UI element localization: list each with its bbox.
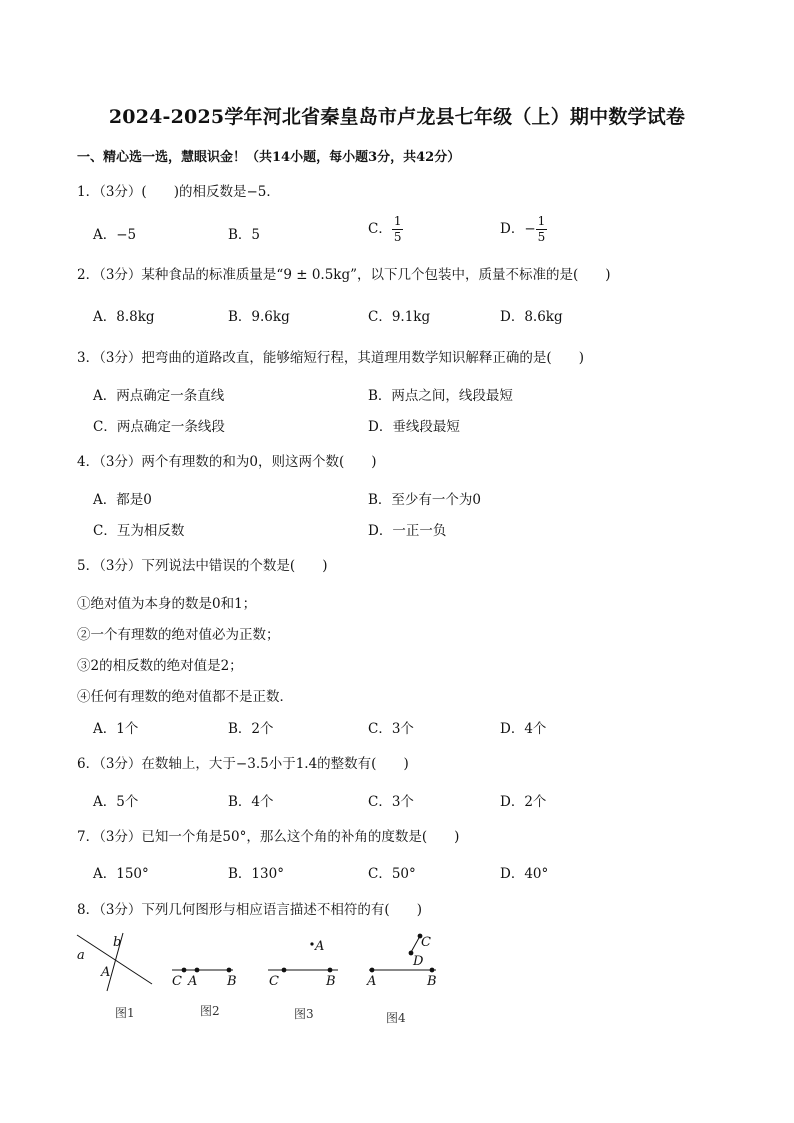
q3-option-d[interactable]: D．垂线段最短 (368, 419, 460, 435)
fig1-caption: 图1 (115, 1006, 135, 1020)
q7-option-c[interactable]: C．50° (368, 866, 416, 882)
q2-option-c[interactable]: C．9.1kg (368, 309, 431, 325)
page-title: 2024-2025学年河北省秦皇岛市卢龙县七年级（上）期中数学试卷 (108, 106, 686, 128)
q4-option-d[interactable]: D．一正一负 (368, 523, 447, 539)
q5-option-c[interactable]: C．3个 (368, 721, 414, 737)
q5-statement-1: ①绝对值为本身的数是0和1； (77, 596, 257, 612)
q1-option-c[interactable] (368, 214, 403, 245)
fig3-caption: 图3 (294, 1007, 314, 1021)
section-heading: 一、精心选一选，慧眼识金！（共14小题，每小题3分，共42分） (77, 150, 461, 165)
fig2-label-a: A (188, 974, 198, 989)
q4-option-b[interactable]: B．至少有一个为0 (368, 492, 482, 508)
fig4-label-d: D (413, 954, 424, 969)
fig2-caption: 图2 (200, 1004, 220, 1018)
q5-statement-2: ②一个有理数的绝对值必为正数； (77, 627, 280, 643)
q1-option-d-fraction: $\frac{1}{5}$ (537, 214, 546, 244)
q6-option-b[interactable]: B．4个 (228, 794, 274, 810)
q1-option-d[interactable] (500, 214, 547, 245)
figure-1 (77, 933, 152, 1020)
fig3-point-c (282, 968, 287, 973)
question-1-stem: 1．（3分）( )的相反数是−5． (77, 184, 280, 200)
fig2-label-b: B (227, 974, 237, 989)
fig1-label-a: a (77, 948, 85, 963)
fig2-point-b (227, 968, 232, 973)
q3-option-a[interactable]: A．两点确定一条直线 (93, 388, 225, 404)
question-4-stem: 4．（3分）两个有理数的和为0，则这两个数( ) (77, 454, 377, 470)
q1-option-d-letter: D．− (500, 221, 536, 237)
figure-4 (366, 934, 437, 1025)
fig4-label-a: A (367, 974, 377, 989)
figure-2 (172, 968, 237, 1018)
question-5-stem: 5．（3分）下列说法中错误的个数是( ) (77, 558, 328, 574)
q5-statement-3: ③2的相反数的绝对值是2； (77, 658, 243, 674)
q6-option-d[interactable]: D．2个 (500, 794, 547, 810)
fig4-caption: 图4 (386, 1011, 406, 1025)
fig1-label-A: A (101, 965, 111, 980)
q4-option-a[interactable]: A．都是0 (93, 492, 152, 508)
fig3-label-a: A (315, 939, 325, 954)
fig4-label-b: B (427, 974, 437, 989)
q7-option-a[interactable]: A．150° (93, 866, 149, 882)
q1-option-c-fraction: $\frac{1}{5}$ (393, 214, 402, 244)
fig3-label-b: B (326, 974, 336, 989)
fig2-point-a (195, 968, 200, 973)
fig4-label-c: C (421, 935, 431, 950)
figure-3 (268, 939, 338, 1021)
q4-option-c[interactable]: C．互为相反数 (93, 523, 185, 539)
q6-option-c[interactable]: C．3个 (368, 794, 414, 810)
q1-option-c-letter: C． (368, 221, 392, 237)
question-2-stem: 2．（3分）某种食品的标准质量是“9 ± 0.5kg”，以下几个包装中，质量不标准的是( ) (77, 267, 611, 283)
question-3-stem: 3．（3分）把弯曲的道路改直，能够缩短行程，其道理用数学知识解释正确的是( ) (77, 350, 584, 366)
q3-option-c[interactable]: C．两点确定一条线段 (93, 419, 225, 435)
q6-option-a[interactable]: A．5个 (93, 794, 139, 810)
fig4-point-b (430, 968, 435, 973)
question-6-stem: 6．（3分）在数轴上，大于−3.5小于1.4的整数有( ) (77, 756, 409, 772)
q5-option-a[interactable]: A．1个 (93, 721, 139, 737)
q5-statement-4: ④任何有理数的绝对值都不是正数． (77, 689, 293, 705)
fig2-point-c (182, 968, 187, 973)
fig2-label-c: C (172, 974, 182, 989)
q7-option-d[interactable]: D．40° (500, 866, 549, 882)
fig4-point-a (370, 968, 375, 973)
q5-option-b[interactable]: B．2个 (228, 721, 274, 737)
q8-figures (60, 928, 460, 1028)
q1-option-b[interactable]: B．5 (228, 227, 261, 243)
fig3-point-b (328, 968, 333, 973)
question-7-stem: 7．（3分）已知一个角是50°，那么这个角的补角的度数是( ) (77, 829, 460, 845)
fig3-point-a (310, 942, 313, 945)
fig1-label-b: b (113, 935, 122, 950)
q2-option-d[interactable]: D．8.6kg (500, 309, 563, 325)
q2-option-a[interactable]: A．8.8kg (93, 309, 155, 325)
q7-option-b[interactable]: B．130° (228, 866, 284, 882)
q1-option-a[interactable]: A．−5 (93, 227, 137, 243)
fig3-label-c: C (269, 974, 279, 989)
question-8-stem: 8．（3分）下列几何图形与相应语言描述不相符的有( ) (77, 902, 422, 918)
q3-option-b[interactable]: B．两点之间，线段最短 (368, 388, 513, 404)
q2-option-b[interactable]: B．9.6kg (228, 309, 290, 325)
q5-option-d[interactable]: D．4个 (500, 721, 547, 737)
